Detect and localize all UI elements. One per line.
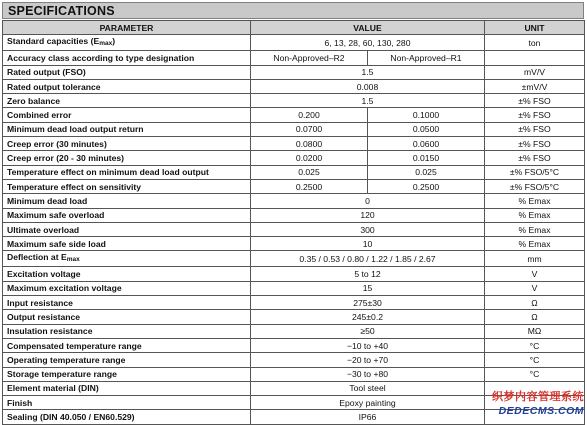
unit-cell: % Emax (485, 208, 585, 222)
parameter-label: Temperature effect on sensitivity (7, 181, 142, 192)
parameter-cell (3, 367, 251, 381)
table-row (3, 251, 585, 267)
table-row (3, 367, 585, 381)
parameter-label: Combined error (7, 110, 72, 121)
unit-cell: ±% FSO (485, 151, 585, 165)
unit-cell: ±% FSO (485, 94, 585, 108)
parameter-label: Standard capacities (E (7, 36, 100, 47)
header-value: VALUE (251, 21, 485, 35)
parameter-cell (3, 137, 251, 151)
value-cell: 15 (251, 281, 485, 295)
section-title: SPECIFICATIONS (8, 4, 115, 18)
parameter-cell (3, 165, 251, 179)
table-row (3, 222, 585, 236)
parameter-label: Rated output tolerance (7, 81, 101, 92)
value-cell: 0 (251, 194, 485, 208)
parameter-cell (3, 179, 251, 193)
unit-cell: °C (485, 338, 585, 352)
header-parameter: PARAMETER (3, 21, 251, 35)
unit-cell: % Emax (485, 194, 585, 208)
value-cell-right: 0.0150 (368, 151, 485, 165)
parameter-cell (3, 396, 251, 410)
value-cell-right: 0.2500 (368, 179, 485, 193)
table-row (3, 179, 585, 193)
parameter-subscript: max (66, 256, 80, 264)
specifications-table (2, 20, 585, 425)
parameter-label: Maximum safe overload (7, 210, 105, 221)
value-cell: −20 to +70 (251, 353, 485, 367)
table-header-row (3, 21, 585, 35)
table-row (3, 151, 585, 165)
table-row (3, 310, 585, 324)
value-cell-right: Non-Approved–R1 (368, 51, 485, 65)
parameter-suffix: ) (112, 36, 116, 47)
table-row (3, 51, 585, 65)
table-row (3, 324, 585, 338)
unit-cell: mm (485, 251, 585, 267)
parameter-cell (3, 324, 251, 338)
unit-cell: ton (485, 35, 585, 51)
parameter-label: Sealing (DIN 40.050 / EN60.529) (7, 412, 135, 423)
parameter-cell (3, 51, 251, 65)
parameter-cell (3, 281, 251, 295)
table-row (3, 165, 585, 179)
parameter-cell (3, 94, 251, 108)
value-cell-left: 0.0200 (251, 151, 368, 165)
value-cell: −30 to +80 (251, 367, 485, 381)
value-cell-left: 0.025 (251, 165, 368, 179)
section-title-bar (2, 2, 584, 19)
value-cell-left: Non-Approved–R2 (251, 51, 368, 65)
value-cell: 1.5 (251, 65, 485, 79)
unit-cell: ±mV/V (485, 79, 585, 93)
parameter-label: Operating temperature range (7, 354, 126, 365)
parameter-label: Insulation resistance (7, 326, 93, 337)
unit-cell: mV/V (485, 65, 585, 79)
table-row (3, 79, 585, 93)
parameter-subscript: max (99, 40, 113, 48)
watermark-line-1: 织梦内容管理系统 (492, 391, 584, 403)
value-cell-left: 0.0700 (251, 122, 368, 136)
unit-cell: % Emax (485, 222, 585, 236)
value-cell-right: 0.0500 (368, 122, 485, 136)
parameter-cell (3, 296, 251, 310)
parameter-label: Accuracy class according to type designation (7, 52, 195, 63)
value-cell: 10 (251, 237, 485, 251)
parameter-cell (3, 381, 251, 395)
value-cell-right: 0.0600 (368, 137, 485, 151)
parameter-label: Maximum excitation voltage (7, 283, 122, 294)
value-cell: ≥50 (251, 324, 485, 338)
table-row (3, 281, 585, 295)
parameter-cell (3, 251, 251, 267)
parameter-label: Storage temperature range (7, 369, 117, 380)
parameter-cell (3, 338, 251, 352)
table-row (3, 137, 585, 151)
parameter-cell (3, 410, 251, 424)
unit-cell: V (485, 281, 585, 295)
value-cell: −10 to +40 (251, 338, 485, 352)
parameter-label: Output resistance (7, 311, 81, 322)
parameter-cell (3, 108, 251, 122)
parameter-cell (3, 65, 251, 79)
unit-cell: °C (485, 353, 585, 367)
parameter-cell (3, 151, 251, 165)
value-cell: Tool steel (251, 381, 485, 395)
parameter-label: Rated output (FSO) (7, 67, 86, 78)
table-row (3, 296, 585, 310)
parameter-cell (3, 35, 251, 51)
header-unit: UNIT (485, 21, 585, 35)
parameter-cell (3, 79, 251, 93)
value-cell: 300 (251, 222, 485, 236)
table-row (3, 35, 585, 51)
parameter-label: Temperature effect on minimum dead load output (7, 167, 209, 178)
watermark (492, 390, 584, 418)
parameter-cell (3, 208, 251, 222)
table-row (3, 338, 585, 352)
parameter-label: Compensated temperature range (7, 340, 142, 351)
unit-cell: ±% FSO (485, 122, 585, 136)
parameter-label: Minimum dead load output return (7, 124, 144, 135)
value-cell: IP66 (251, 410, 485, 424)
parameter-label: Maximum safe side load (7, 238, 106, 249)
parameter-cell (3, 194, 251, 208)
parameter-label: Input resistance (7, 297, 73, 308)
parameter-cell (3, 310, 251, 324)
parameter-cell (3, 237, 251, 251)
table-row (3, 65, 585, 79)
parameter-label: Finish (7, 397, 33, 408)
unit-cell: ±% FSO (485, 108, 585, 122)
table-row (3, 194, 585, 208)
unit-cell: ±% FSO/5°C (485, 165, 585, 179)
unit-cell: Ω (485, 296, 585, 310)
unit-cell: °C (485, 367, 585, 381)
value-cell: Epoxy painting (251, 396, 485, 410)
unit-cell: Ω (485, 310, 585, 324)
value-cell: 275±30 (251, 296, 485, 310)
parameter-cell (3, 353, 251, 367)
unit-cell: ±% FSO/5°C (485, 179, 585, 193)
table-row (3, 94, 585, 108)
unit-cell: ±% FSO (485, 137, 585, 151)
value-cell-left: 0.2500 (251, 179, 368, 193)
value-cell: 1.5 (251, 94, 485, 108)
value-cell-right: 0.025 (368, 165, 485, 179)
value-cell: 120 (251, 208, 485, 222)
unit-cell: V (485, 267, 585, 281)
value-cell: 0.008 (251, 79, 485, 93)
value-cell: 0.35 / 0.53 / 0.80 / 1.22 / 1.85 / 2.67 (251, 251, 485, 267)
unit-cell: % Emax (485, 237, 585, 251)
parameter-label: Creep error (20 - 30 minutes) (7, 153, 125, 164)
table-row (3, 353, 585, 367)
value-cell-right: 0.1000 (368, 108, 485, 122)
unit-cell (485, 51, 585, 65)
table-row (3, 267, 585, 281)
parameter-cell (3, 122, 251, 136)
table-row (3, 237, 585, 251)
table-row (3, 108, 585, 122)
parameter-label: Element material (DIN) (7, 383, 99, 394)
value-cell: 5 to 12 (251, 267, 485, 281)
table-row (3, 208, 585, 222)
value-cell: 245±0.2 (251, 310, 485, 324)
parameter-label: Excitation voltage (7, 269, 81, 280)
parameter-cell (3, 222, 251, 236)
unit-cell: MΩ (485, 324, 585, 338)
parameter-label: Minimum dead load (7, 195, 88, 206)
parameter-label: Zero balance (7, 95, 61, 106)
parameter-label: Deflection at E (7, 252, 67, 263)
table-body (3, 35, 585, 424)
value-cell: 6, 13, 28, 60, 130, 280 (251, 35, 485, 51)
value-cell-left: 0.0800 (251, 137, 368, 151)
value-cell-left: 0.200 (251, 108, 368, 122)
table-row (3, 122, 585, 136)
parameter-label: Ultimate overload (7, 224, 80, 235)
watermark-line-2: DEDECMS.COM (498, 405, 584, 417)
parameter-label: Creep error (30 minutes) (7, 138, 107, 149)
parameter-cell (3, 267, 251, 281)
